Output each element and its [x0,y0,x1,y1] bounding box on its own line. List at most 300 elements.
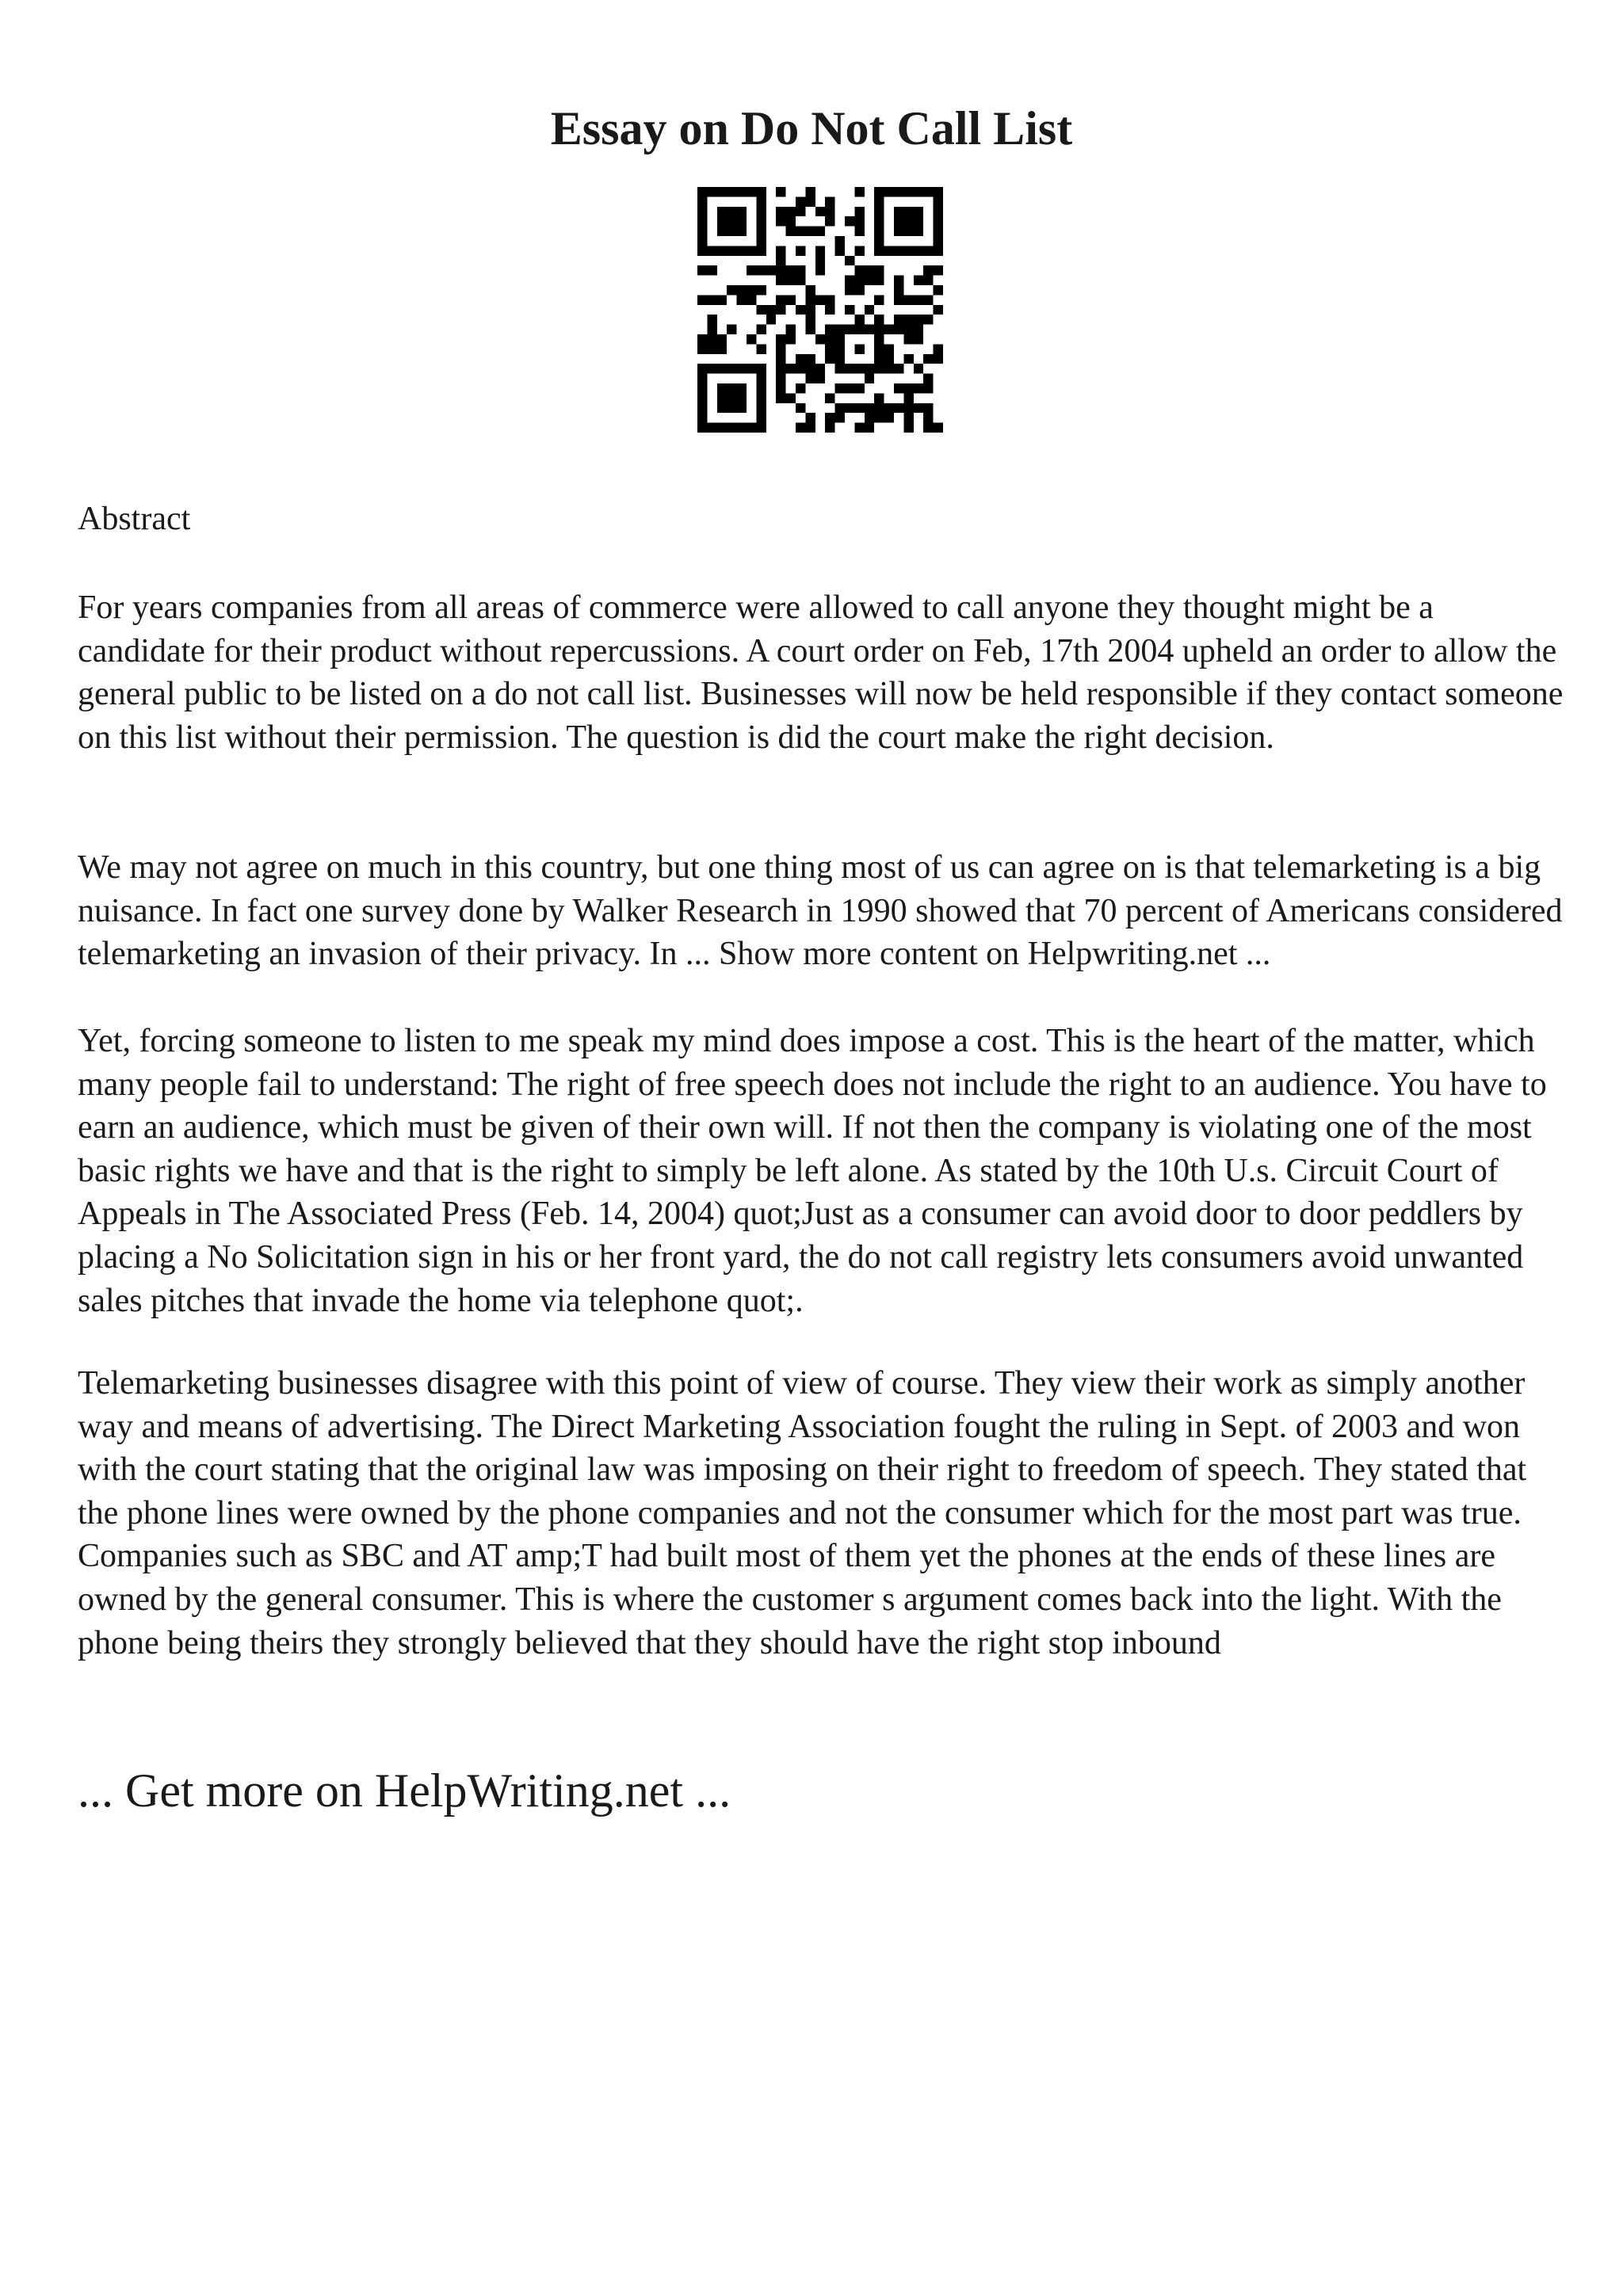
qr-module [756,364,766,373]
qr-module [805,374,815,383]
qr-module [903,295,913,304]
qr-module [874,227,884,236]
qr-module [854,276,864,285]
qr-module [815,334,825,344]
qr-module [825,325,834,334]
qr-module [923,374,933,383]
qr-module [756,216,766,226]
qr-module [835,354,845,364]
qr-module [717,344,727,353]
qr-module [707,364,716,373]
qr-module [884,364,894,373]
qr-module [796,403,805,413]
qr-module [854,315,864,324]
qr-module [727,403,736,413]
qr-module [776,295,785,304]
qr-module [874,403,884,413]
qr-module [903,246,913,255]
qr-module [786,265,796,275]
qr-module [717,423,727,433]
qr-module [805,325,815,334]
qr-module [874,354,884,364]
qr-module [845,325,854,334]
qr-module [727,423,736,433]
qr-module [903,383,913,393]
qr-module [717,334,727,344]
qr-module [854,325,864,334]
qr-module [903,315,913,324]
qr-module [776,265,785,275]
qr-module [934,305,943,315]
qr-module [854,344,864,353]
qr-module [756,383,766,393]
qr-module [874,325,884,334]
qr-module [737,393,747,402]
qr-module [707,295,716,304]
qr-module [717,393,727,402]
qr-module [697,413,707,422]
qr-module [884,413,894,422]
qr-module [776,334,785,344]
qr-module [756,196,766,206]
qr-module [796,423,805,433]
qr-module [934,265,943,275]
qr-module [737,364,747,373]
qr-module [697,423,707,433]
qr-module [786,393,796,402]
qr-module [805,413,815,422]
qr-module [914,364,923,373]
qr-module [865,413,874,422]
qr-module [776,256,785,265]
qr-module [805,285,815,295]
qr-module [845,383,854,393]
qr-module [796,364,805,373]
qr-module [923,383,933,393]
qr-module [825,305,834,315]
paragraph-1: For years companies from all areas of commerce were allowed to call anyone they thought might be a candidate for their product without repercussions. A court order on Feb, 17th 2004 upheld an order to allow the general public to be listed on a do not call list. Businesses will now be held responsible if they contact someone on this list without their permission. The question is did the court make the right decision. [78,589,1564,756]
qr-module [717,187,727,196]
qr-module [874,295,884,304]
qr-module [825,393,834,402]
qr-module [874,236,884,246]
paragraph-3: Yet, forcing someone to listen to me speak my mind does impose a cost. This is the heart of the matter, which many people fail to understand: The right of free speech does not include the right to an audience. You have to earn an audience, which must be given of their own will. If not then the company is violating one of the most basic rights we have and that is the right to simply be left alone. As stated by the 10th U.s. Circuit Court of Appeals in The Associated Press (Feb. 14, 2004) quot;Just as a consumer can avoid door to door peddlers by placing a No Solicitation sign in his or her front yard, the do not call registry lets consumers avoid unwanted sales pitches that invade the home via telephone quot;. [78,1023,1547,1319]
qr-module [707,423,716,433]
qr-module [914,295,923,304]
qr-module [707,265,716,275]
qr-module [903,413,913,422]
qr-module [914,246,923,255]
qr-module [845,305,854,315]
qr-module [884,325,894,334]
qr-module [894,325,903,334]
qr-module [914,276,923,285]
qr-module [776,305,785,315]
qr-module [874,315,884,324]
qr-module [914,227,923,236]
qr-module [776,246,785,255]
qr-module [707,246,716,255]
qr-module [854,364,864,373]
qr-module [796,207,805,216]
qr-module [854,285,864,295]
qr-module [815,227,825,236]
qr-module [914,315,923,324]
qr-module [815,265,825,275]
qr-module [776,383,785,393]
qr-module [756,246,766,255]
qr-module [756,227,766,236]
qr-module [815,246,825,255]
qr-module [717,295,727,304]
qr-module [884,187,894,196]
qr-module [903,216,913,226]
qr-module [865,265,874,275]
qr-module [756,187,766,196]
qr-module [776,187,785,196]
qr-module [923,187,933,196]
qr-module [903,423,913,433]
qr-module [717,383,727,393]
qr-module [747,295,756,304]
qr-module [894,227,903,236]
qr-module [727,285,736,295]
qr-module [825,413,834,422]
qr-module [737,423,747,433]
qr-module [894,187,903,196]
qr-module [845,216,854,226]
qr-module [914,325,923,334]
qr-module [923,246,933,255]
qr-module [697,227,707,236]
qr-module [914,383,923,393]
qr-module [854,187,864,196]
qr-module [903,403,913,413]
qr-module [934,196,943,206]
qr-module [923,265,933,275]
qr-module [874,276,884,285]
qr-module [805,315,815,324]
qr-module [776,216,785,226]
qr-module [914,334,923,344]
qr-module [923,413,933,422]
qr-module [825,354,834,364]
qr-module [796,227,805,236]
qr-module [697,216,707,226]
qr-module [934,246,943,255]
paragraph-4: Telemarketing businesses disagree with this point of view of course. They view their work as simply another way and means of advertising. The Direct Marketing Association fought the ruling in Sept. of 2003 and won with the court stating that the original law was imposing on their right to freedom of speech. They stated that the phone lines were owned by the phone companies and not the consumer which for the most part was true. Companies such as SBC and AT amp;T had built most of them yet the phones at the ends of these lines are owned by the general consumer. This is where the customer s argument comes back into the light. With the phone being theirs they strongly believed that they should have the right stop inbound [78,1365,1527,1661]
qr-module [727,325,736,334]
get-more-link[interactable]: ... Get more on HelpWriting.net ... [78,1764,731,1817]
qr-module [894,276,903,285]
qr-module [903,325,913,334]
qr-module [707,187,716,196]
qr-module [805,227,815,236]
qr-module [854,265,864,275]
qr-module [756,325,766,334]
qr-module [865,305,874,315]
qr-module [717,364,727,373]
qr-module [697,196,707,206]
qr-module [923,295,933,304]
qr-module [756,344,766,353]
qr-module [697,236,707,246]
qr-module [727,227,736,236]
qr-module [825,423,834,433]
qr-module [697,403,707,413]
qr-module [865,276,874,285]
qr-module [756,413,766,422]
qr-module [747,246,756,255]
qr-module [697,364,707,373]
qr-module [737,383,747,393]
qr-module [756,423,766,433]
qr-module [903,393,913,402]
qr-module [786,216,796,226]
qr-module [825,344,834,353]
qr-module [717,207,727,216]
qr-module [874,364,884,373]
qr-module [766,265,776,275]
qr-module [796,354,805,364]
paragraph-2: We may not agree on much in this country, but one thing most of us can agree on is that telemarketing is a big nuisance. In fact one survey done by Walker Research in 1990 showed that 70 percent of Americans considered telemarketing an invasion of their privacy. In ... Show more content on Helpwriting.net ... [78,849,1563,973]
qr-module [786,227,796,236]
qr-module [697,374,707,383]
qr-module [874,393,884,402]
qr-module [874,413,884,422]
qr-module [737,246,747,255]
qr-module [865,325,874,334]
qr-module [776,374,785,383]
qr-module [874,196,884,206]
qr-module [894,207,903,216]
qr-module [786,295,796,304]
qr-module [845,276,854,285]
qr-module [874,246,884,255]
qr-module [934,216,943,226]
qr-module [884,246,894,255]
qr-module [697,383,707,393]
qr-module [786,364,796,373]
qr-module [776,364,785,373]
qr-module [756,374,766,383]
qr-module [923,276,933,285]
qr-module [934,236,943,246]
qr-module [923,315,933,324]
qr-module [903,227,913,236]
qr-module [737,227,747,236]
qr-module [815,364,825,373]
qr-module [815,207,825,216]
qr-module [894,364,903,373]
qr-module [815,374,825,383]
qr-module [865,374,874,383]
qr-module [805,295,815,304]
qr-module [914,207,923,216]
qr-module [776,207,785,216]
qr-module [707,315,716,324]
qr-module [697,295,707,304]
qr-module [835,383,845,393]
qr-module [697,265,707,275]
qr-module [903,334,913,344]
qr-module [894,383,903,393]
section-heading-abstract: Abstract [78,501,191,537]
qr-module [874,187,884,196]
qr-module [825,207,834,216]
qr-module [796,276,805,285]
qr-module [854,216,864,226]
qr-module [894,315,903,324]
qr-module [747,285,756,295]
qr-module [854,423,864,433]
qr-module [835,403,845,413]
qr-module [796,383,805,393]
qr-module [884,344,894,353]
qr-module [756,207,766,216]
qr-module [934,354,943,364]
qr-module [737,207,747,216]
qr-module [815,295,825,304]
qr-module [854,383,864,393]
qr-module [697,344,707,353]
qr-module [727,207,736,216]
qr-module [874,265,884,275]
qr-module [796,246,805,255]
qr-module [835,236,845,246]
qr-module [865,364,874,373]
qr-module [874,207,884,216]
qr-module [727,216,736,226]
qr-module [805,305,815,315]
qr-module [727,246,736,255]
qr-module [747,364,756,373]
qr-module [934,187,943,196]
qr-module [766,315,776,324]
qr-module [914,403,923,413]
qr-module [697,207,707,216]
qr-module [903,354,913,364]
qr-module [747,334,756,344]
qr-module [825,334,834,344]
qr-module [697,187,707,196]
qr-module [894,285,903,295]
qr-module [805,196,815,206]
qr-module [717,403,727,413]
qr-module [786,276,796,285]
qr-module [786,334,796,344]
qr-module [756,265,766,275]
qr-module [747,265,756,275]
qr-module [805,187,815,196]
qr-module [874,334,884,344]
qr-module [796,265,805,275]
qr-module [894,403,903,413]
qr-module [854,227,864,236]
qr-module [776,393,785,402]
qr-module [845,403,854,413]
qr-module [923,354,933,364]
qr-module [737,285,747,295]
qr-module [854,246,864,255]
qr-module [923,423,933,433]
qr-module [727,187,736,196]
qr-module [874,344,884,353]
qr-module [894,246,903,255]
qr-module [756,403,766,413]
qr-module [825,216,834,226]
qr-module [884,403,894,413]
qr-module [697,393,707,402]
qr-module [796,196,805,206]
qr-module [914,187,923,196]
qr-module [727,364,736,373]
qr-module [934,285,943,295]
qr-module [934,344,943,353]
qr-module [934,207,943,216]
qr-module [766,305,776,315]
qr-module [835,246,845,255]
qr-module [815,256,825,265]
qr-module [894,216,903,226]
qr-module [796,305,805,315]
qr-module [854,403,864,413]
qr-module [717,227,727,236]
qr-module [845,256,854,265]
qr-module [717,216,727,226]
qr-module [756,285,766,295]
qr-module [845,285,854,295]
qr-module [727,393,736,402]
qr-module [894,295,903,304]
qr-module [747,187,756,196]
qr-module [884,354,894,364]
qr-module [903,187,913,196]
qr-module [737,187,747,196]
qr-module [776,344,785,353]
qr-module [776,354,785,364]
qr-module [786,207,796,216]
qr-module [805,354,815,364]
qr-module [934,423,943,433]
qr-module [835,364,845,373]
qr-module [835,325,845,334]
qr-module [776,276,785,285]
qr-module [914,216,923,226]
qr-module [707,344,716,353]
qr-module [825,196,834,206]
page-title: Essay on Do Not Call List [550,102,1073,154]
qr-module [756,393,766,402]
qr-module [697,246,707,255]
qr-module [707,334,716,344]
qr-module [845,364,854,373]
qr-module [805,364,815,373]
qr-module [747,423,756,433]
qr-module [737,216,747,226]
qr-module [737,403,747,413]
qr-module [865,423,874,433]
qr-module [923,403,933,413]
qr-module [805,423,815,433]
qr-module [934,227,943,236]
qr-module [756,236,766,246]
qr-module [835,334,845,344]
qr-module [835,344,845,353]
qr-module [756,305,766,315]
qr-module [786,325,796,334]
qr-module [865,403,874,413]
